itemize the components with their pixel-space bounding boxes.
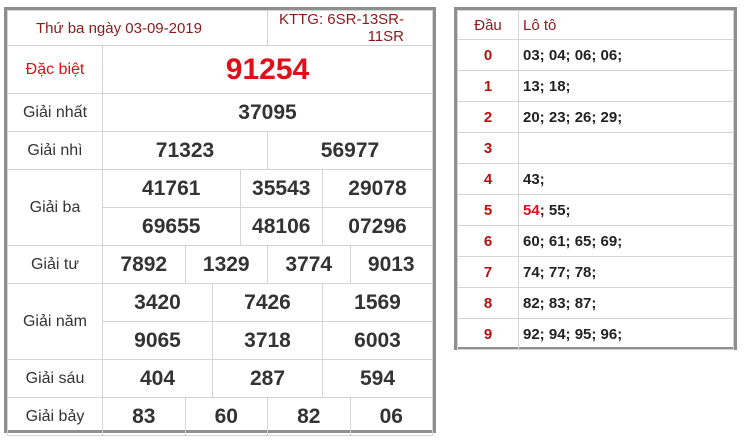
loto-row: [458, 319, 734, 350]
loto-dau-cell: 1: [458, 71, 519, 102]
prize-sixth-value: 404: [103, 360, 213, 398]
results-table: [7, 10, 433, 436]
loto-values-cell: [519, 102, 734, 133]
prize-fifth-value: 1569: [323, 284, 433, 322]
loto-head-lo: Lô tô: [519, 11, 734, 40]
prize-third-value: 48106: [240, 208, 323, 246]
prize-label-second: Giải nhì: [8, 132, 103, 170]
loto-values-cell: [519, 40, 734, 71]
loto-row: [458, 71, 734, 102]
loto-dau-cell: 9: [458, 319, 519, 350]
prize-fourth-value: 1329: [185, 246, 268, 284]
prize-seventh-value: 06: [350, 398, 433, 436]
loto-values-cell: [519, 257, 734, 288]
loto-dau-cell: 2: [458, 102, 519, 133]
loto-values-cell: [519, 288, 734, 319]
prize-third-value: 29078: [323, 170, 433, 208]
loto-row: [458, 133, 734, 164]
prize-label-sixth: Giải sáu: [8, 360, 103, 398]
loto-values: 13; 18;: [523, 77, 571, 95]
prize-seventh-value: 83: [103, 398, 186, 436]
loto-head-dau: Đầu: [458, 11, 519, 40]
loto-values: 82; 83; 87;: [523, 294, 597, 312]
prize-second-value: 71323: [103, 132, 268, 170]
loto-row: [458, 40, 734, 71]
draw-date: Thứ ba ngày 03-09-2019: [8, 11, 268, 46]
prize-label-special: Đặc biệt: [8, 46, 103, 94]
loto-special-match: 54: [523, 201, 540, 219]
loto-values: ; 55;: [539, 201, 571, 219]
prize-third-value: 35543: [240, 170, 323, 208]
loto-values: 03; 04; 06; 06;: [523, 46, 623, 64]
loto-row: [458, 164, 734, 195]
prize-fourth-value: 3774: [268, 246, 351, 284]
prize-special-value: 91254: [103, 46, 433, 94]
loto-row: [458, 288, 734, 319]
loto-table: [457, 10, 734, 350]
loto-values-cell: [519, 164, 734, 195]
loto-row: [458, 226, 734, 257]
loto-dau-cell: 8: [458, 288, 519, 319]
loto-values-cell: [519, 226, 734, 257]
prize-label-fourth: Giải tư: [8, 246, 103, 284]
loto-dau-cell: 7: [458, 257, 519, 288]
loto-values: 92; 94; 95; 96;: [523, 325, 623, 343]
prize-seventh-value: 60: [185, 398, 268, 436]
results-table-panel: [4, 7, 436, 433]
loto-row: [458, 195, 734, 226]
loto-values-cell: [519, 71, 734, 102]
loto-values: 60; 61; 65; 69;: [523, 232, 623, 250]
prize-fourth-value: 9013: [350, 246, 433, 284]
loto-values-cell: [519, 319, 734, 350]
prize-fifth-value: 7426: [213, 284, 323, 322]
loto-values: 43;: [523, 170, 545, 188]
prize-fifth-value: 3420: [103, 284, 213, 322]
prize-fifth-value: 9065: [103, 322, 213, 360]
prize-first-value: 37095: [103, 94, 433, 132]
prize-fifth-value: 6003: [323, 322, 433, 360]
prize-fifth-value: 3718: [213, 322, 323, 360]
prize-label-seventh: Giải bảy: [8, 398, 103, 436]
prize-label-third: Giải ba: [8, 170, 103, 246]
loto-row: [458, 102, 734, 133]
prize-sixth-value: 287: [213, 360, 323, 398]
loto-values: 20; 23; 26; 29;: [523, 108, 623, 126]
prize-third-value: 69655: [103, 208, 241, 246]
prize-third-value: 07296: [323, 208, 433, 246]
prize-fourth-value: 7892: [103, 246, 186, 284]
loto-dau-cell: 3: [458, 133, 519, 164]
loto-table-panel: [454, 7, 737, 350]
loto-values-cell: [519, 195, 734, 226]
prize-seventh-value: 82: [268, 398, 351, 436]
draw-code: KTTG: 6SR-13SR-11SR: [268, 11, 433, 46]
prize-second-value: 56977: [268, 132, 433, 170]
loto-dau-cell: 5: [458, 195, 519, 226]
loto-dau-cell: 6: [458, 226, 519, 257]
loto-row: [458, 257, 734, 288]
loto-rows: [458, 40, 734, 350]
prize-label-fifth: Giải năm: [8, 284, 103, 360]
loto-values-cell: [519, 133, 734, 164]
loto-values: 74; 77; 78;: [523, 263, 597, 281]
loto-dau-cell: 4: [458, 164, 519, 195]
prize-label-first: Giải nhất: [8, 94, 103, 132]
loto-dau-cell: 0: [458, 40, 519, 71]
prize-sixth-value: 594: [323, 360, 433, 398]
prize-third-value: 41761: [103, 170, 241, 208]
